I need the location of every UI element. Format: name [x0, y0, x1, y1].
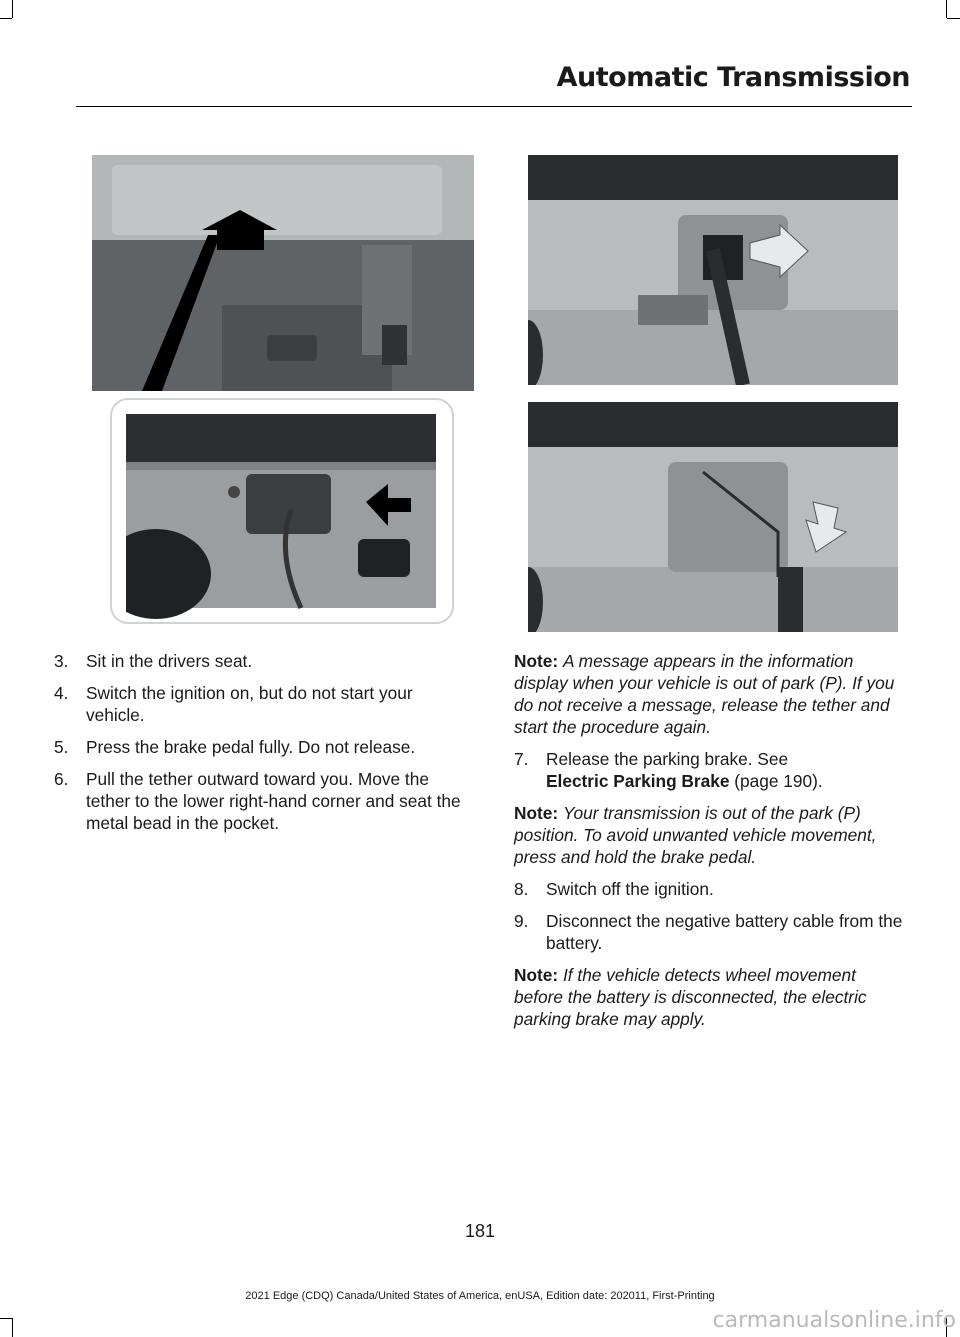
step-5: 5. Press the brake pedal fully. Do not release. — [54, 737, 416, 757]
left-column — [54, 650, 474, 844]
watermark: carmanualsonline.info — [712, 1308, 956, 1333]
parking-brake-link[interactable]: Electric Parking Brake — [546, 771, 730, 791]
right-column — [514, 650, 908, 1040]
note-1: Note: A message appears in the information display when your vehicle is out of park (P). If you do not receive a message, release the tether and start the procedure again. — [514, 651, 895, 737]
header-rule — [76, 106, 912, 107]
step-6: 6. Pull the tether outward toward you. Move the tether to the lower right-hand corner and seat the metal bead in the pocket. — [54, 769, 461, 833]
page-title: Automatic Transmission — [556, 62, 910, 93]
step-4: 4. Switch the ignition on, but do not start your vehicle. — [54, 683, 413, 725]
page-number: 181 — [464, 1221, 496, 1241]
edition-footer: 2021 Edge (CDQ) Canada/United States of America, enUSA, Edition date: 202011, First-Printing — [245, 1290, 715, 1302]
note-3: Note: If the vehicle detects wheel movement before the battery is disconnected, the electric parking brake may apply. — [514, 965, 867, 1029]
step-8: 8. Switch off the ignition. — [514, 879, 714, 899]
crop-mark-top-left — [12, 0, 13, 18]
tether-inset-photo — [110, 398, 454, 624]
step-7: 7. Release the parking brake. See Electric Parking Brake (page 190). — [514, 749, 823, 791]
crop-mark-top-right — [946, 0, 947, 18]
crop-mark-top-right-h — [947, 18, 960, 19]
step-9: 9. Disconnect the negative battery cable from the battery. — [514, 911, 903, 953]
bead-seat-photo — [528, 402, 898, 632]
step-3: 3. Sit in the drivers seat. — [54, 651, 253, 671]
crop-mark-top-left-h — [0, 18, 12, 19]
tether-pull-photo — [528, 155, 898, 385]
note-2: Note: Your transmission is out of the park (P) position. To avoid unwanted vehicle movement, press and hold the brake pedal. — [514, 803, 877, 867]
pedal-area-photo — [92, 155, 474, 391]
